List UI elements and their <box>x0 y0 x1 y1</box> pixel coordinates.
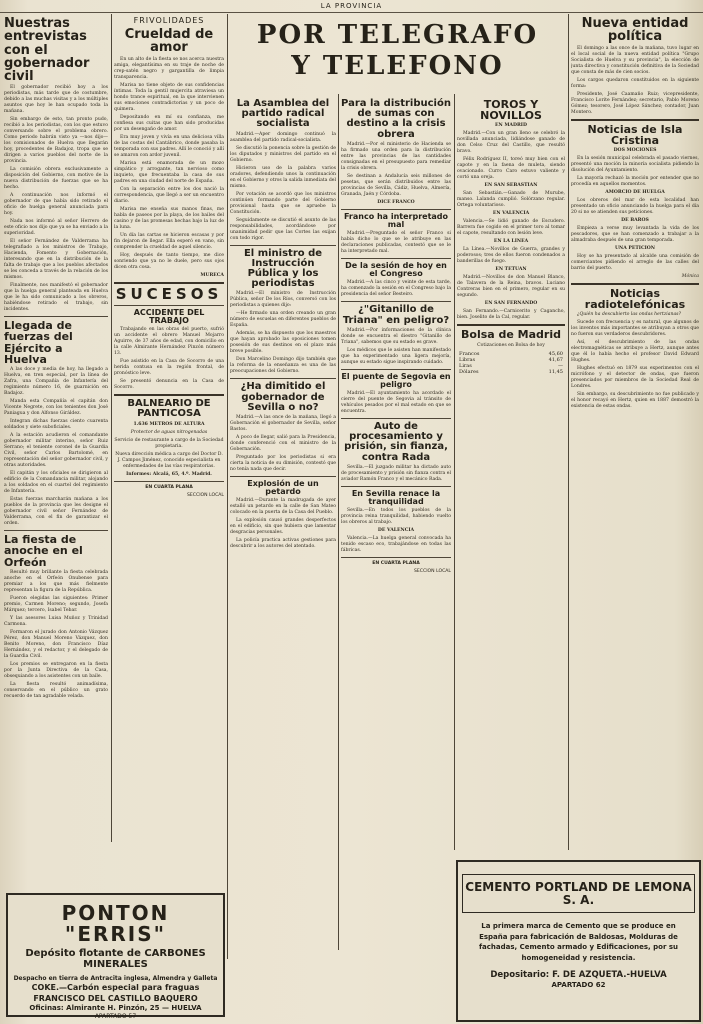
article-paragraph: La policía practica activas gestiones para descubrir a los autores del atentado. <box>230 538 336 550</box>
article-paragraph: Hicieron uso de la palabra varios oradores, defendiendo unos la continuación en el Gobierno y otros la salida inmediata del mismo. <box>230 165 336 189</box>
ad-line: FRANCISCO DEL CASTILLO BAQUERO <box>33 993 198 1003</box>
section-ref: SECCION LOCAL <box>413 569 451 575</box>
article-paragraph: Sevilla.—El juzgado militar ha dictado auto de procesamiento y prisión sin fianza contra el aviador Ramón Franco y el mecánico Rada. <box>341 464 451 482</box>
cemento-portland-ad <box>456 860 701 1022</box>
article-paragraph: Madrid.—Aper domingo continuó la asamblea del partido radical-socialista. <box>230 131 336 143</box>
market-name: Dólares <box>459 368 479 375</box>
article-paragraph: San Sebastián.—Ganado de Murube, manso. Lalanda cumplió. Solórzano regular. Ortega voluntarioso. <box>457 191 565 209</box>
section-label: EN TETUAN <box>495 267 527 273</box>
masthead-title: LA PROVINCIA <box>320 2 383 10</box>
article-paragraph: Madrid.—Novillos de don Manuel Blanco, de Talavera de la Reina, bravos. Luciano Contreras bien en el primero, regular en su segundo. <box>457 275 565 299</box>
article-title: La Asamblea del partido radical socialista <box>236 98 330 130</box>
section-label: UNA PETICION <box>615 245 655 251</box>
article-paragraph: A las doce y media de hoy, ha llegado a Huelva, en tren especial, por la línea de Zafra, una Compañía de Infantería del regimiento número 16, de guarnición en Badajoz. <box>4 367 108 397</box>
article-paragraph: A continuación nos informó el gobernador de que había sido retirado el oficio de huelga general anunciada para hoy. <box>4 193 108 217</box>
article-title: Bolsa de Madrid <box>461 328 561 342</box>
article-title: ACCIDENTE DEL TRABAJO <box>133 307 205 326</box>
article-paragraph: Formaron el jurado don Antonio Vázquez Pérez, don Manuel Moreno Vázquez, don Benito Moreno, don Francisco Díaz Hernández, y el redactor, y el delegado de la Guardia Civil. <box>4 629 108 659</box>
article-paragraph: Era muy joven y vivía en una deliciosa villa de las costas del Cantábrico, donde pasaba la temporada con sus padres. Allí le conoció y allí se amaron con ardor juvenil. <box>114 134 224 158</box>
section-label: DE BAROS <box>621 217 649 223</box>
ad-line: Nueva dirección médica a cargo del Doctor D. J. Campos Jiménez, conocido especialista en enfermedades de las vías respiratorias. <box>115 451 223 469</box>
article-paragraph: Resultó muy brillante la fiesta celebrada anoche en el Orfeón Onubense para premiar a los que más fielmente representan la figura de la República. <box>4 569 108 593</box>
ad-line: APARTADO 57 <box>94 1013 137 1021</box>
column-2 <box>114 14 224 852</box>
article-paragraph: El gobernador recibió hoy a los periodistas, más tarde que de costumbre, debido a las muchas visitas y a los múltiples asuntos que hoy le han ocupado toda la mañana. <box>4 85 108 115</box>
article-paragraph: Se discutió la ponencia sobre la gestión de los diputados y ministros del partido en el Gobierno. <box>230 145 336 163</box>
article-paragraph: Fue asistido en la Casa de Socorro de una herida contusa en la región frontal, de pronóstico leve. <box>114 359 224 377</box>
article-paragraph: Madrid.—A las once de la mañana, llegó a Gobernación el gobernador de Sevilla, señor Bastos. <box>230 414 336 432</box>
article-paragraph: Valencia.—Se lidió ganado de Escudero. Barrera fue cogido en el primer toro al tomar el capote, resultando con lesión leve. <box>457 219 565 237</box>
article-paragraph: ¿Quién ha descubierto las ondas hertzianas? <box>577 312 682 318</box>
section-label: AMORCIO DE HUELGA <box>605 189 665 195</box>
author-signature: MURECA <box>200 272 224 278</box>
article-paragraph: Félix Rodríguez II, toreó muy bien con el capote y en la faena de muleta, siendo ovacionado. Curro Caro estuvo valiente y cortó una oreja. <box>457 157 565 181</box>
column-4 <box>341 96 451 951</box>
article-paragraph: Manda esta Compañía el capitán don Vicente Negrete, con los tenientes don José Paniagua y don Alfonso Giráldez. <box>4 399 108 417</box>
article-paragraph: Integran dichas fuerzas ciento cuarenta soldados y siete suboficiales. <box>4 419 108 431</box>
article-paragraph: Los cargos quedaron constituidos en la siguiente forma: <box>571 77 699 89</box>
article-paragraph: Y las asesores Luisa Muñoz y Trinidad Carmona. <box>4 615 108 627</box>
article-title: ¿"Gitanillo de Triana" en peligro? <box>342 304 450 326</box>
article-paragraph: Empieza a verse muy levantada la vida de los pescadores, que se han comenzado a trabajar a la almadraba después de una gran temporada. <box>571 225 699 243</box>
ad-title: BALNEARIO DE PANTICOSA <box>127 398 211 420</box>
article-title: Franco ha interpretado mal <box>343 211 449 229</box>
article-paragraph: Por votación se acordó que los ministros continúen formando parte del Gobierno provisional hasta que se apruebe la Constitución. <box>230 191 336 215</box>
article-paragraph: La explosión causó grandes desperfectos en el edificio, sin que hubiera que lamentar desgracias personales. <box>230 518 336 536</box>
article-paragraph: Preguntado por los periodistas si era cierta la noticia de su dimisión, contestó que no tenía nada que decir. <box>230 454 336 472</box>
article-paragraph: Marisa no tiene objeto de sus confidencias íntimas. Toda la gentil mujercita atraviesa un hondo trance espiritual, en la que intervienen sus emociones contradictorias y un poco de quimera. <box>114 82 224 112</box>
article-paragraph: Hoy se ha presentado al alcalde una comisión de comerciantes pidiendo el arreglo de las calles del barrio del puerto. <box>571 253 699 271</box>
article-paragraph: Así, el descubrimiento de las ondas electromagnéticas se atribuye a Hertz, aunque antes que él lo había hecho el profesor David Edward Hughes. <box>571 340 699 364</box>
column-1 <box>4 14 108 844</box>
section-title: SUCESOS <box>115 284 223 303</box>
section-label: EN LA LINEA <box>493 239 529 245</box>
article-paragraph: El domingo a las once de la mañana, tuvo lugar en el local social de la nueva entidad política "Grupo Socialista de Huelva y su provincia", la elección de junta directiva y constitución definitiva de la Sociedad que consta de más de cien socios. <box>571 45 699 75</box>
article-paragraph: La Línea.—Novillos de Guerra, grandes y poderosos; tres de ellos fueron condenados a banderillas de fuego. <box>457 247 565 265</box>
article-paragraph: Un día las cartas se hicieron escasas y por fin dejaron de llegar. Ella esperó en vano, sin comprender la crueldad de aquel silencio. <box>114 232 224 250</box>
article-paragraph: Marisa está enamorada de un mozo simpático y arrogante, tan nervioso como inquieto, que frecuentaba la casa de sus padres en una ciudad del norte de España. <box>114 160 224 184</box>
column-6 <box>571 14 699 848</box>
article-title: ¿Ha dimitido el gobernador de Sevilla o no? <box>240 381 326 413</box>
article-paragraph: En la sesión municipal celebrada el pasado viernes, presentó una moción la minoría socialista pidiendo la disolución del Ayuntamiento. <box>571 155 699 173</box>
banner-line2: Y TELEFONO <box>291 51 504 81</box>
article-paragraph: Estas fuerzas marcharán mañana a los pueblos de la provincia que les designe el gobernador civil señor Fernández de Valderrama, con el fin de garantizar el orden. <box>4 497 108 527</box>
article-paragraph: La fiesta resultó animadísima, conservando en el público un grato recuerdo de tan agradable velada. <box>4 681 108 699</box>
section-ref: SECCION LOCAL <box>186 492 224 498</box>
ad-title: PONTON "ERRIS" <box>61 901 170 946</box>
section-label: EN VALENCIA <box>492 211 530 217</box>
article-title: Auto de procesamiento y prisión, sin fianza, contra Rada <box>344 421 448 463</box>
article-paragraph: Hughes efectuó en 1879 sus experimentos con el micrófono y el detector de ondas, que fueron presenciados por miembros de la Sociedad Real de Londres. <box>571 366 699 390</box>
continued-label: EN CUARTA PLANA <box>145 484 193 490</box>
section-label: EN SAN SEBASTIAN <box>484 183 538 189</box>
ad-line: Servicio de restaurante a cargo de la Sociedad propietaria. <box>114 437 224 449</box>
ad-line: Protector de aguas nitrogenadas <box>130 429 208 435</box>
article-paragraph: Nada nos informó al señor Herrero de este oficio nos dijo que ya se ha enviado a la superioridad. <box>4 219 108 237</box>
banner-line1: POR TELEGRAFO <box>256 22 539 50</box>
article-paragraph: La mayoría rechazó la moción por entender que no procedía en aquellos momentos. <box>571 175 699 187</box>
article-paragraph: Se destinan a Andalucía seis millones de pesetas, que serán distribuidos entre las provincias de Sevilla, Cádiz, Huelva, Almería, Granada, Jaén y Córdoba. <box>341 173 451 197</box>
balneario-ad <box>114 399 224 477</box>
market-value: 41,67 <box>548 356 563 363</box>
ad-line: Depositario: F. DE AZQUETA.-HUELVA <box>490 970 667 981</box>
article-title: El ministro de Instrucción Pública y los periodistas <box>243 247 323 290</box>
article-paragraph: Con la separación entre los dos nació la correspondencia, que llegó a ser un encuentro diario. <box>114 186 224 204</box>
section-label: DICE FRANCO <box>377 199 415 205</box>
section-label: DOS MOCIONES <box>613 147 657 153</box>
article-title: Llegada de fuerzas del Ejército a Huelva <box>4 319 73 366</box>
continued-label: EN CUARTA PLANA <box>372 561 420 567</box>
ad-line: 1.636 METROS DE ALTURA <box>133 421 205 427</box>
article-paragraph: Presidente, José Caamaño Ruiz; vicepresidente, Francisco Lorite Fernández; secretario, Pablo Moreno Gómez; tesorero, José López Sánchez; contador, Juan Montero. <box>571 91 699 115</box>
article-paragraph: Madrid.—Con un gran lleno se celebró la novillada anunciada, lidiándose ganado de don Celso Cruz del Castillo, que resultó bravo. <box>457 131 565 155</box>
article-title: La fiesta de anoche en el Orfeón <box>4 533 83 569</box>
article-paragraph: Seguidamente se discutió el asunto de las responsabilidades, acordándose por unanimidad pedir que las Cortes las exijan con todo rigor. <box>230 217 336 241</box>
ad-line: APARTADO 62 <box>551 981 606 990</box>
author-signature: Mónica <box>681 273 699 279</box>
article-paragraph: Madrid.—Preguntado el señor Franco si había dicho lo que se le atribuye en las declaraciones publicadas, contestó que se le ha interpretado mal. <box>341 231 451 255</box>
article-paragraph: A poco de llegar, salió para la Presidencia, donde conferenció con el ministro de la Gobernación. <box>230 434 336 452</box>
table-row <box>457 369 565 375</box>
article-paragraph: Los premios se entregaron en la fiesta por la Junta Directiva de la Casa, obsequiando a los asistentes con un baile. <box>4 661 108 679</box>
article-paragraph: San Fernando.—Carnicerito y Cagancho, bien. Joselito de la Cal, regular. <box>457 309 565 321</box>
article-paragraph: Se presentó denuncia en la Casa de Socorro. <box>114 379 224 391</box>
ad-line: Despacho en tierra de Antracita inglesa, Almendra y Galleta <box>13 975 218 982</box>
article-paragraph: Madrid.—Por informaciones de la clínica donde se encuentra el diestro "Gitanillo de Triana", sabemos que su estado es grave. <box>341 327 451 345</box>
market-name: Francos <box>459 350 480 357</box>
column-5 <box>457 96 565 848</box>
masthead <box>0 0 703 13</box>
article-paragraph: —He firmado una orden creando un gran número de escuelas en diferentes pueblos de España. <box>230 311 336 329</box>
article-title: De la sesión de hoy en el Congreso <box>345 261 447 279</box>
section-label: EN MADRID <box>495 123 527 129</box>
article-paragraph: Madrid.—Durante la madrugada de ayer estalló un petardo en la calle de San Mateo colocado en la puerta de la Casa del Pueblo. <box>230 498 336 516</box>
article-paragraph: Madrid.—Por el ministerio de Hacienda se ha firmado una orden para la distribución entre las provincias de las cantidades consignadas en el presupuesto para remediar la crisis obrera. <box>341 141 451 171</box>
article-paragraph: Madrid.—A las cinco y veinte de esta tarde, ha comenzado la sesión en el Congreso bajo la presidencia del señor Besteiro. <box>341 280 451 298</box>
telegraph-banner <box>229 22 566 92</box>
article-paragraph: Hoy, después de tanto tiempo, me dice sonriendo que ya no le duele, pero sus ojos dicen otra cosa. <box>114 252 224 270</box>
ad-title: CEMENTO PORTLAND DE LEMONA S. A. <box>462 874 695 913</box>
section-label: EN SAN FERNANDO <box>484 301 538 307</box>
article-paragraph: Depositando en mí su confianza, me confiesa sus cuitas que han sido producidas por un desengaño de amor. <box>114 114 224 132</box>
article-paragraph: Sin embargo de esto, tan pronto pudo, recibió a los periodistas, con los que estuvo conversando sobre el problema obrero. Como periodo habrán visto ya —nos dijo— los comisionados de Huelva que llegarán hoy, procedentes de Badajoz, tropa que se dirigen a varios pueblos del norte de la provincia. <box>4 117 108 165</box>
market-value: 11,45 <box>548 368 563 375</box>
market-value: 45,60 <box>548 350 563 357</box>
article-paragraph: En un alto de la fiesta se nos acerca nuestra amiga, elegantísima en su traje de noche de crep-satén negro y gargantilla de limpia transparencia. <box>114 56 224 80</box>
ponton-erris-ad <box>6 893 225 1021</box>
article-title: Para la distribución de sumas con destino a la crisis obrera <box>341 98 451 140</box>
market-table <box>457 351 565 375</box>
article-title: Nuestras entrevistas con el gobernador civil <box>4 16 90 84</box>
article-paragraph: Trabajando en las obras del puerto, sufrió un accidente el obrero Manuel Mojarro Aguirre, de 37 años de edad, con domicilio en la calle Almirante Hernández Pinzón número 13. <box>114 327 224 357</box>
article-paragraph: Marisa me enseña sus manos finas, me habla de paseos por la playa, de los bailes del casino y de las promesas hechas bajo la luz de la luna. <box>114 206 224 230</box>
article-paragraph: Madrid.—El ministro de Instrucción Pública, señor De los Ríos, conversó con los periodistas a quienes dijo: <box>230 291 336 309</box>
column-3 <box>230 96 336 946</box>
article-paragraph: Fueron elegidas las siguientes: Primer premio, Carmen Moreno; segundo, Josefa Márquez; tercero, Isabel Tebar. <box>4 595 108 613</box>
article-paragraph: Los obreros del mar de esta localidad han presentado un oficio anunciando la huelga para el día 20 si no se atienden sus peticiones. <box>571 197 699 215</box>
article-title: Crueldad de amor <box>124 27 214 56</box>
market-name: Libras <box>459 356 476 363</box>
article-title: Noticias radiotelefónicas <box>584 286 686 312</box>
article-paragraph: A la estación acudieron el comandante gobernador militar interino, señor Ruiz Serrano; el teniente coronel de la Guardia Civil, señor Carlos Bartolomé, en representación del señor gobernador civil, y otras autoridades. <box>4 433 108 469</box>
ad-line: Oficinas: Almirante H. Pinzón, 25 — HUELVA <box>29 1004 202 1013</box>
article-title: Noticias de Isla Cristina <box>587 122 683 147</box>
article-title: Explosión de un petardo <box>247 478 319 497</box>
section-label: DE VALENCIA <box>377 528 415 534</box>
article-paragraph: Madrid.—El ayuntamiento ha acordado el cierre del puente de Segovia al tránsito de vehículos pesados por el mal estado en que se encuentra. <box>341 391 451 415</box>
article-paragraph: Valencia.—La huelga general convocada ha tenido escaso eco, trabajándose en todas las fábricas. <box>341 536 451 554</box>
article-paragraph: Sin embargo, su descubrimiento no fue publicado y el honor recayó en Hertz, quien en 1887 demostró la existencia de estas ondas. <box>571 392 699 410</box>
article-paragraph: Además, se ha dispuesto que los maestros que hayan aprobado las oposiciones tomen posesión de sus destinos en el plazo más breve posible. <box>230 331 336 355</box>
article-paragraph: Don Marcelino Domingo dijo también que la reforma de la enseñanza es una de las preocupaciones del Gobierno. <box>230 357 336 375</box>
article-paragraph: La comisión obrera exclusivamente a disposición del Gobierno, con motivo de la nueva distribución de fuerzas que se ha hecho. <box>4 167 108 191</box>
ad-line: La primera marca de Cemento que se produce en España para fabricación de Baldosas, Molduras de fachadas, Cemento armado y Edificaciones, por su homogeneidad y resistencia. <box>478 922 679 962</box>
article-paragraph: Los médicos que le asisten han manifestado que ha experimentado una ligera mejoría, aunque su estado sigue inspirando cuidado. <box>341 347 451 365</box>
article-paragraph: Sucede con frecuencia y es natural, que algunos de los inventos más importantes se atribuyan a otros que no fueron sus verdaderos descubridores. <box>571 320 699 338</box>
section-label: FRIVOLIDADES <box>133 16 205 25</box>
article-title: En Sevilla renace la tranquilidad <box>351 488 441 506</box>
article-paragraph: El capitán y los oficiales se dirigieron al edificio de la Comandancia militar, alojando a los soldados en el cuartel del regimiento de Infantería. <box>4 471 108 495</box>
market-heading: Cotizaciones en Bolsa de hoy <box>477 342 545 348</box>
article-paragraph: Finalmente, nos manifestó el gobernador que la huelga general planteada en Huelva que le ha sido comunicado a los obreros, habiéndose retirado el trabajo, sin incidentes. <box>4 283 108 313</box>
article-title: El puente de Segovia en peligro <box>341 371 451 389</box>
ad-line: COKE.—Carbón especial para fraguas <box>31 983 200 993</box>
market-name: Liras <box>459 362 472 369</box>
market-value: — <box>558 362 563 369</box>
article-title: TOROS Y NOVILLOS <box>480 98 542 123</box>
article-paragraph: El señor Fernández de Valderrama ha telegrafiado a los ministros de Trabajo, Hacienda, Fomento y Gobernación, interesando que en la distribución de la falta de trabajo que a los pueblos afectados se les conceda a través de la relación de los mismos. <box>4 239 108 281</box>
article-title: Nueva entidad política <box>581 16 689 45</box>
ad-subtitle: Depósito flotante de CARBONES MINERALES <box>25 948 206 970</box>
article-paragraph: Sevilla.—En todos los pueblos de la provincia reina tranquilidad, habiendo vuelto los obreros al trabajo. <box>341 508 451 526</box>
ad-line: Informes: Alcalá, 65, 4.º. Madrid. <box>126 471 212 477</box>
